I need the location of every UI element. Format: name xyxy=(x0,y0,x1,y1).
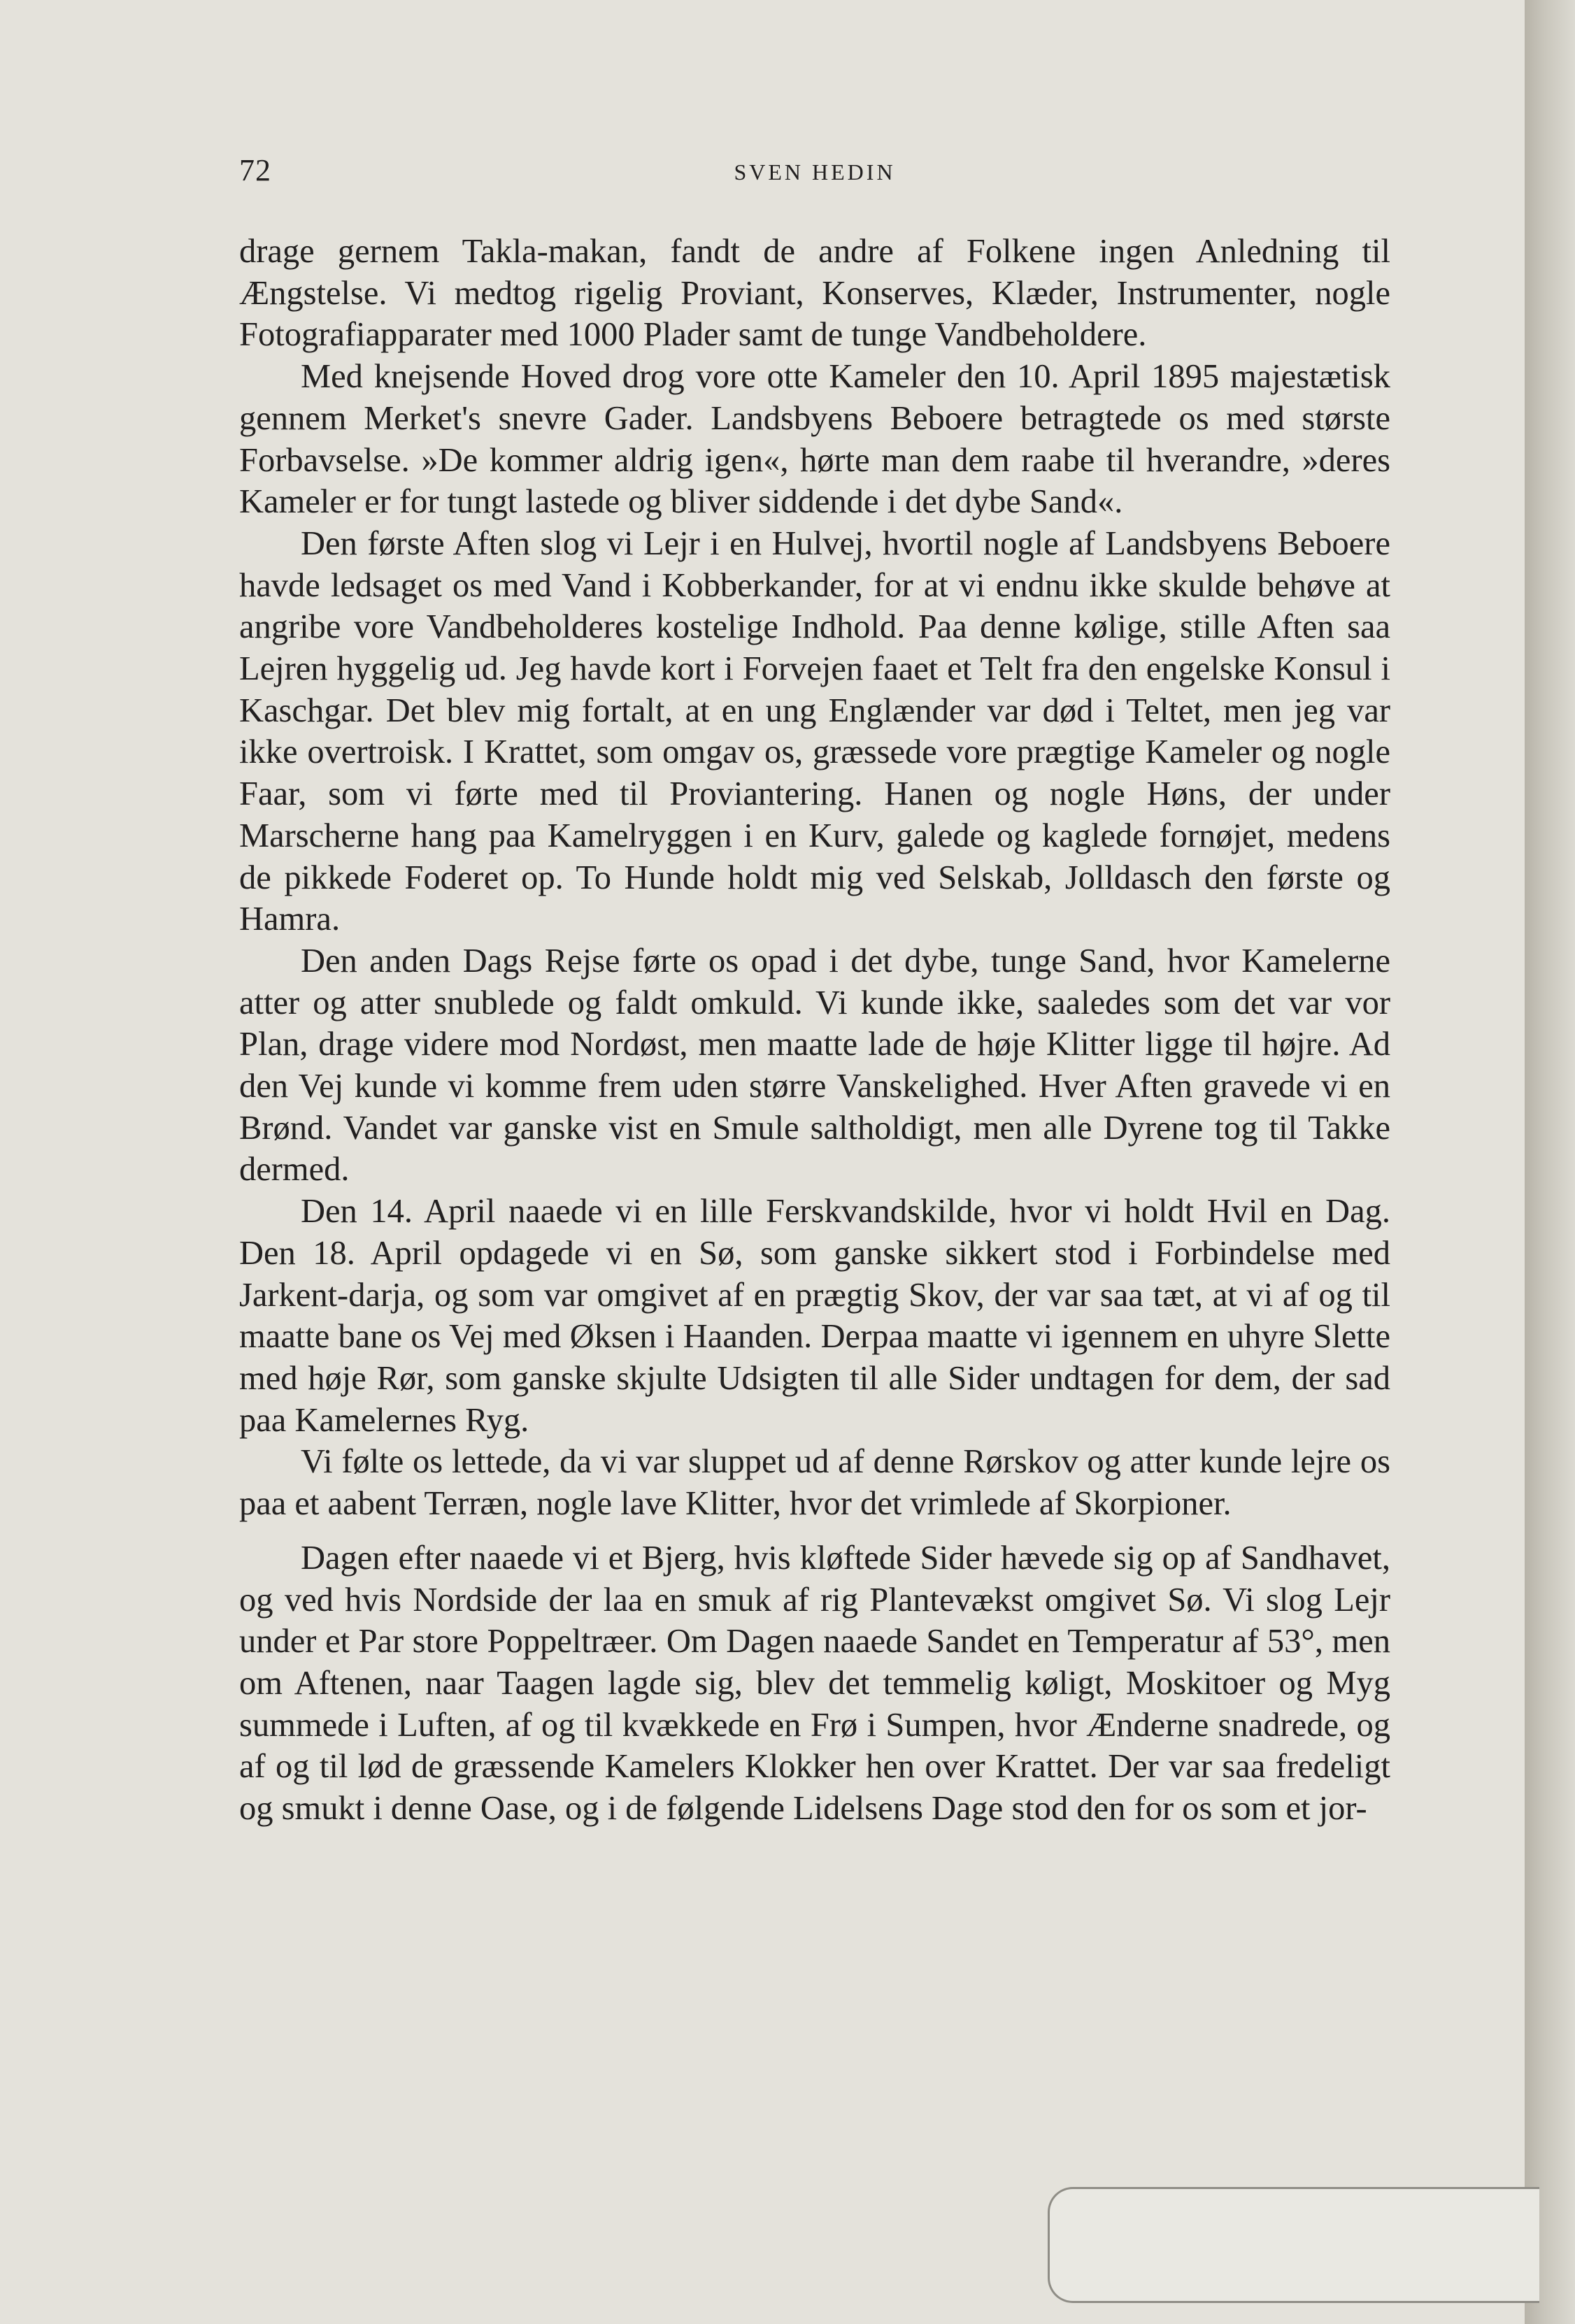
page-number: 72 xyxy=(239,153,271,187)
paragraph: Den 14. April naaede vi en lille Ferskvandskilde, hvor vi holdt Hvil en Dag. Den 18. April opdagede vi en Sø, som ganske sikkert stod i Forbindelse med Jarkent-darja, og som var omgivet af en prægtig Skov, der var saa tæt, at vi af og til maatte bane os Vej med Øksen i Haanden. Derpaa maatte vi igennem en uhyre Slette med høje Rør, som ganske skjulte Udsigten til alle Sider undtagen for dem, der sad paa Kamelernes Ryg. xyxy=(239,1193,1390,1439)
body-text xyxy=(239,231,1390,1830)
paragraph: Med knejsende Hoved drog vore otte Kameler den 10. April 1895 majestætisk gennem Merket's snevre Gader. Landsbyens Beboere betragtede os med største Forbavselse. »De kommer aldrig igen«, hørte man dem raabe til hverandre, »deres Kameler er for tungt lastede og bliver siddende i det dybe Sand«. xyxy=(239,358,1390,521)
paragraph: Vi følte os lettede, da vi var sluppet ud af denne Rørskov og atter kunde lejre os paa et aabent Terræn, nogle lave Klitter, hvor det vrimlede af Skorpioner. xyxy=(239,1443,1390,1523)
paragraph: Dagen efter naaede vi et Bjerg, hvis kløftede Sider hævede sig op af Sandhavet, og ved hvis Nordside der laa en smuk af rig Plantevækst omgivet Sø. Vi slog Lejr under et Par store Poppeltræer. Om Dagen naaede Sandet en Temperatur af 53°, men om Aftenen, naar Taagen lagde sig, blev det temmelig køligt, Moskitoer og Myg summede i Luften, af og til kvækkede en Frø i Sumpen, hvor Ænderne snadrede, og af og til lød de græssende Kamelers Klokker hen over Krattet. Der var saa fredeligt og smukt i denne Oase, og i de følgende Lidelsens Dage stod den for os som et jor- xyxy=(239,1539,1390,1828)
page-header xyxy=(239,152,1390,194)
paragraph: Den anden Dags Rejse førte os opad i det dybe, tunge Sand, hvor Kamelerne atter og atter snublede og faldt omkuld. Vi kunde ikke, saaledes som det var vor Plan, drage videre mod Nordøst, men maatte lade de høje Klitter ligge til højre. Ad den Vej kunde vi komme frem uden større Vanskelighed. Hver Aften gravede vi en Brønd. Vandet var ganske vist en Smule saltholdigt, men alle Dyrene tog til Takke dermed. xyxy=(239,942,1390,1189)
library-label-sticker xyxy=(1048,2187,1539,2303)
running-head: SVEN HEDIN xyxy=(734,159,896,185)
book-spine-shadow xyxy=(1525,0,1575,2324)
paragraph: drage gernem Takla-makan, fandt de andre af Folkene ingen Anledning til Ængstelse. Vi medtog rigelig Proviant, Konserves, Klæder, Instrumenter, nogle Fotografiapparater med 1000 Plader samt de tunge Vandbeholdere. xyxy=(239,233,1390,354)
paragraph: Den første Aften slog vi Lejr i en Hulvej, hvortil nogle af Landsbyens Beboere havde ledsaget os med Vand i Kobberkander, for at vi endnu ikke skulde behøve at angribe vore Vandbeholderes kostelige Indhold. Paa denne kølige, stille Aften saa Lejren hyggelig ud. Jeg havde kort i Forvejen faaet et Telt fra den engelske Konsul i Kaschgar. Det blev mig fortalt, at en ung Englænder var død i Teltet, men jeg var ikke overtroisk. I Krattet, som omgav os, græssede vore prægtige Kameler og nogle Faar, som vi førte med til Proviantering. Hanen og nogle Høns, der under Marscherne hang paa Kamelryggen i en Kurv, galede og kaglede fornøjet, medens de pikkede Foderet op. To Hunde holdt mig ved Selskab, Jolldasch den første og Hamra. xyxy=(239,524,1390,938)
